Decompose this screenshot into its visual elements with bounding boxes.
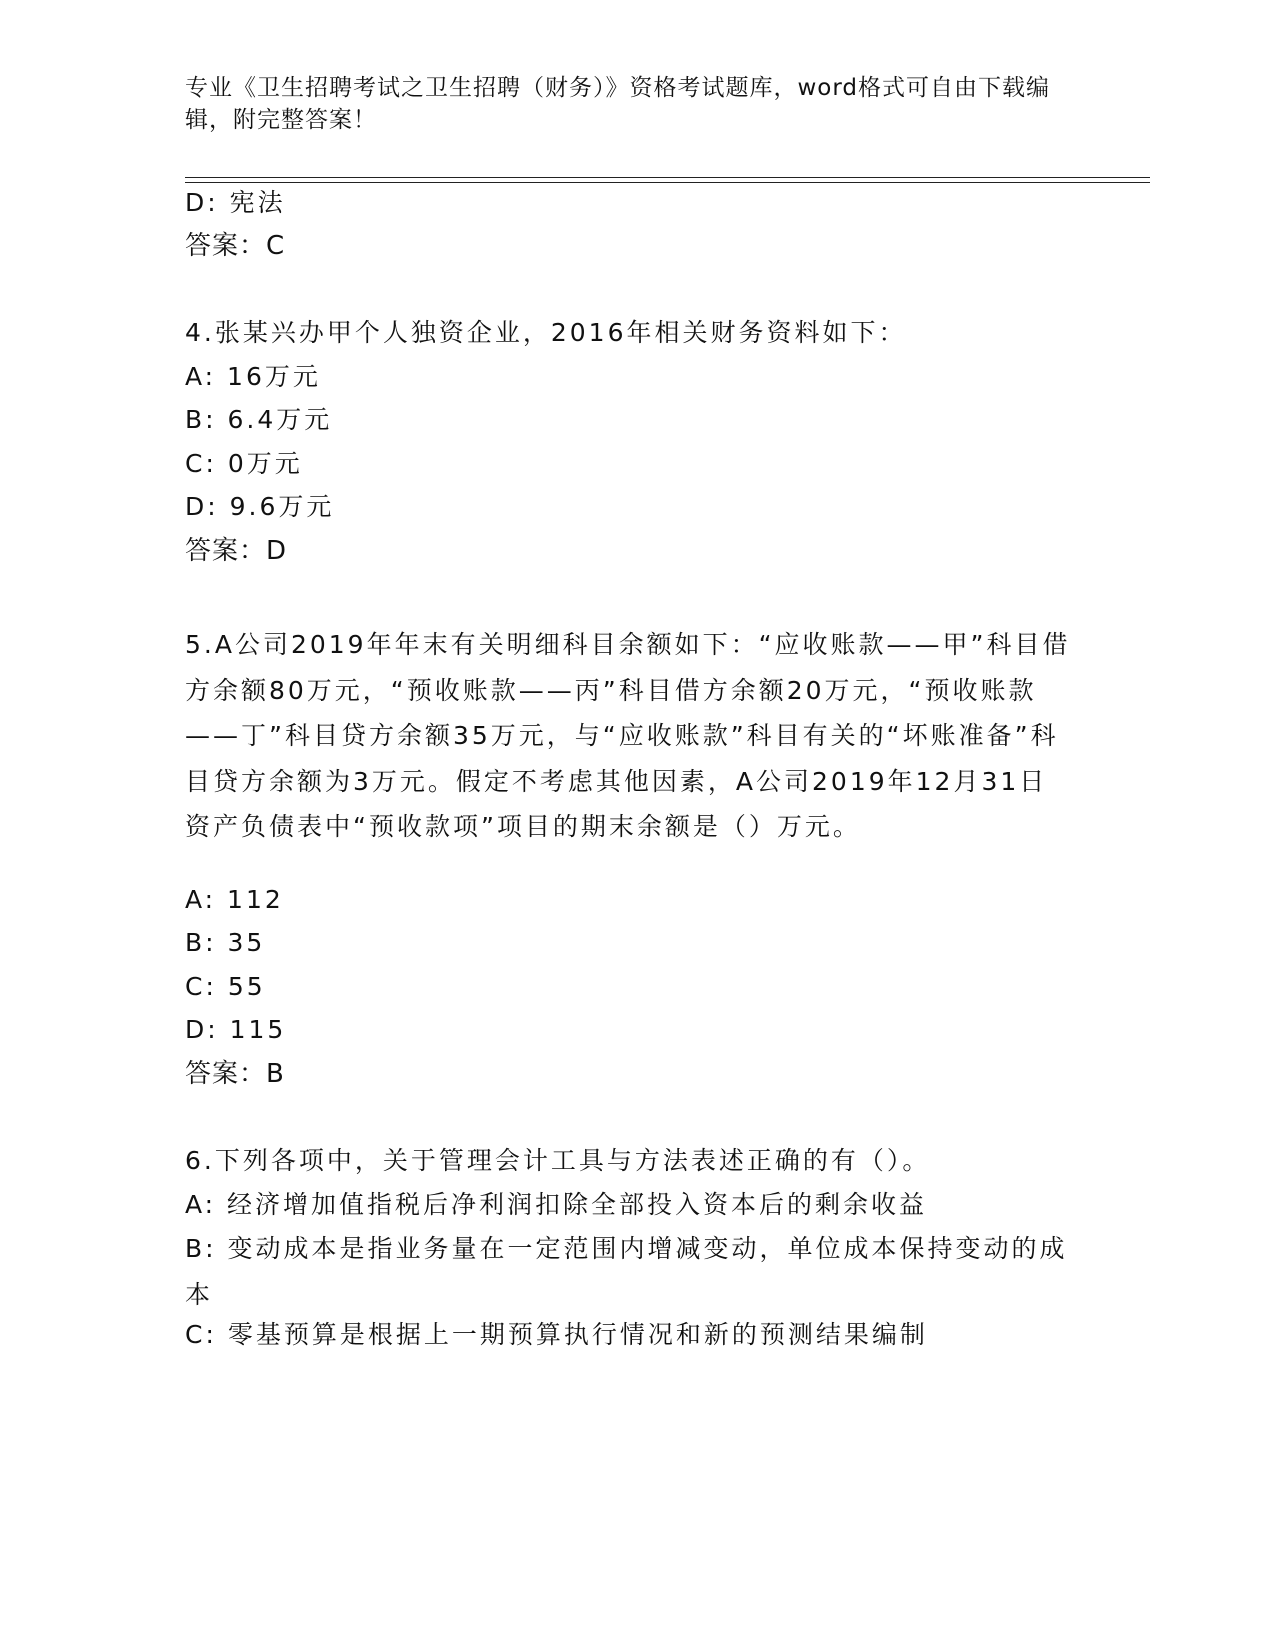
- q4-stem: 4.张某兴办甲个人独资企业，2016年相关财务资料如下：: [185, 318, 907, 347]
- q4-option-a: A: 16万元: [185, 362, 321, 391]
- q6-option-c: C: 零基预算是根据上一期预算执行情况和新的预测结果编制: [185, 1320, 928, 1349]
- q3-option-d: D: 宪法: [185, 188, 286, 217]
- q4-option-d: D: 9.6万元: [185, 492, 335, 521]
- q4-answer: 答案：D: [185, 536, 288, 566]
- q5-answer: 答案：B: [185, 1059, 285, 1089]
- header-rule-top: [185, 177, 1150, 178]
- q5-option-b: B: 35: [185, 928, 266, 957]
- q5-option-d: D: 115: [185, 1015, 287, 1044]
- header-rule-bottom: [185, 182, 1150, 183]
- document-header: 专业《卫生招聘考试之卫生招聘（财务）》资格考试题库，word格式可自由下载编辑，附完整答案！: [185, 75, 1051, 133]
- q5-option-c: C: 55: [185, 972, 266, 1001]
- q5-stem: 5.A公司2019年年末有关明细科目余额如下：“应收账款——甲”科目借方余额80万元，“预收账款——丙”科目借方余额20万元，“预收账款——丁”科目贷方余额35万元，与“应收账款”科目有关的“坏账准备”科目贷方余额为3万元。假定不考虑其他因素，A公司2019年12月31日资产负债表中“预收款项”项目的期末余额是（）万元。: [185, 630, 1071, 841]
- q6-option-b: B: 变动成本是指业务量在一定范围内增减变动，单位成本保持变动的成本: [185, 1234, 1068, 1309]
- q6-stem: 6.下列各项中，关于管理会计工具与方法表述正确的有（）。: [185, 1146, 931, 1175]
- q4-option-b: B: 6.4万元: [185, 405, 333, 434]
- q3-answer: 答案：C: [185, 231, 286, 261]
- q4-option-c: C: 0万元: [185, 449, 303, 478]
- q5-option-a: A: 112: [185, 885, 284, 914]
- q6-option-a: A: 经济增加值指税后净利润扣除全部投入资本后的剩余收益: [185, 1190, 928, 1219]
